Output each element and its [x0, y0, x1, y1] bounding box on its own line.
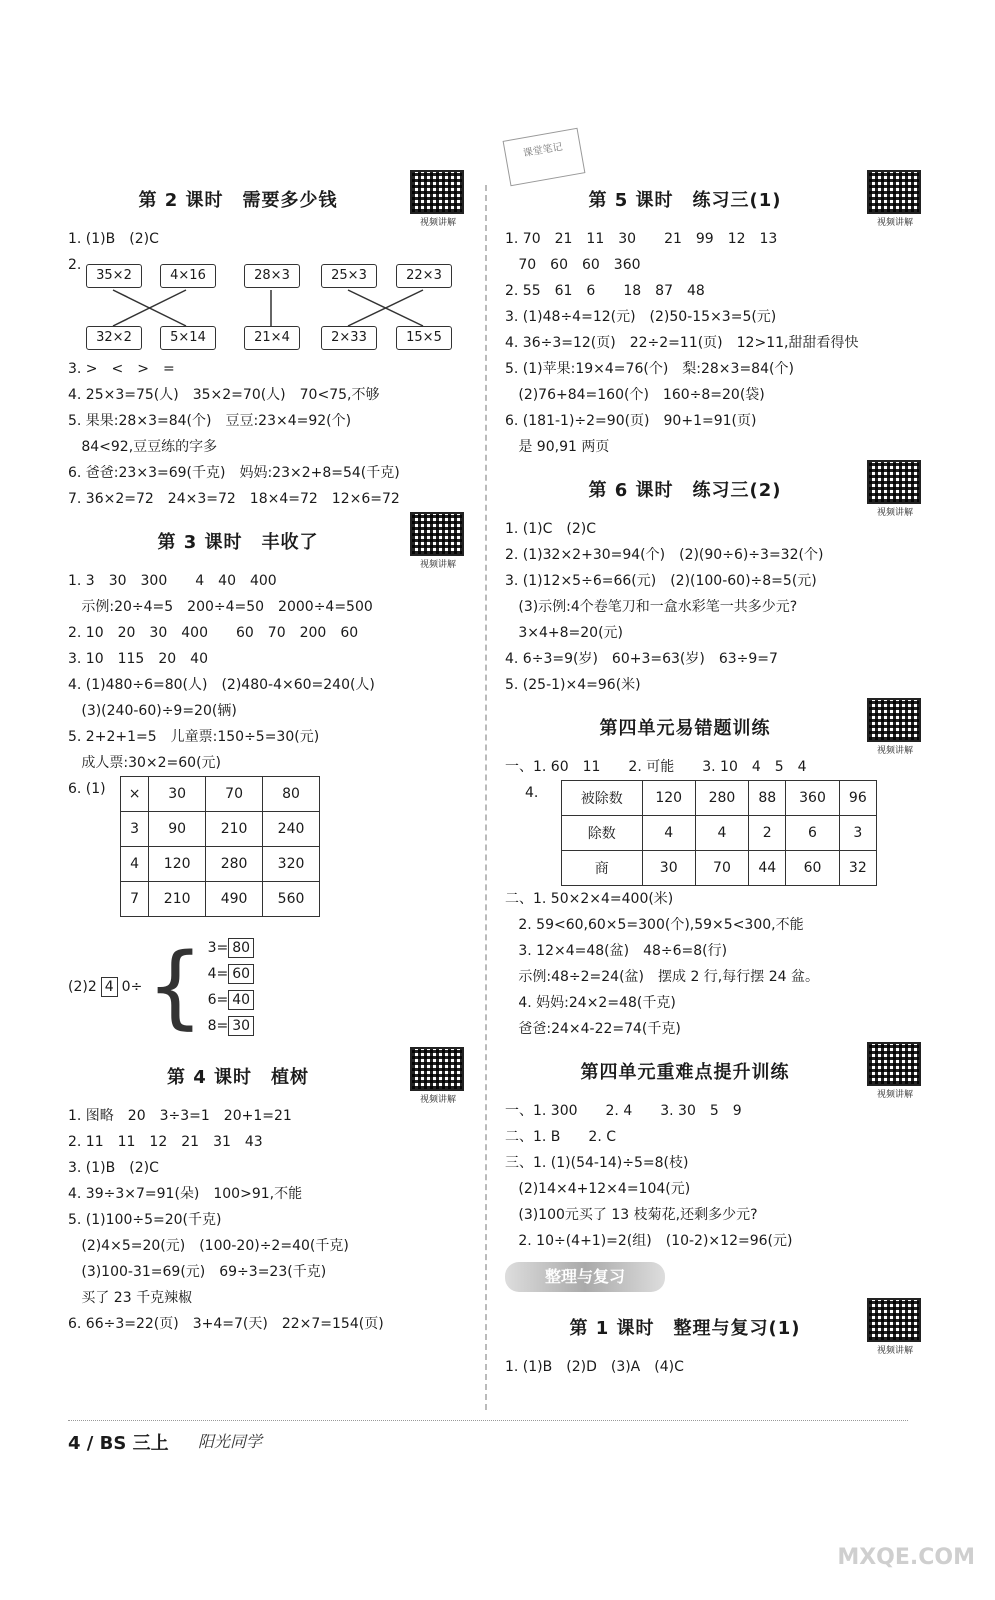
- section-title: 第 3 课时 丰收了: [157, 532, 319, 553]
- answer-line: (3)示例:4个卷笔刀和一盒水彩笔一共多少元?: [505, 599, 798, 615]
- answer-line: (2)76+84=160(个) 160÷8=20(袋): [505, 387, 765, 403]
- watermark: MXQE.COM: [837, 1545, 975, 1570]
- answer-line: 1. (1)C (2)C: [505, 521, 597, 537]
- table-cell: 280: [206, 847, 263, 882]
- section-header: [68, 170, 468, 226]
- answer-line: 70 60 60 360: [505, 257, 641, 273]
- table-cell: 44: [749, 851, 786, 886]
- answer-line: (2)14×4+12×4=104(元): [505, 1181, 691, 1197]
- qr-caption: 视频讲解: [876, 508, 913, 518]
- review-ribbon: 整理与复习: [505, 1262, 665, 1292]
- table-cell: 88: [749, 781, 786, 816]
- branch-divisor: 4=: [207, 966, 229, 982]
- qr-caption: 视频讲解: [876, 1090, 913, 1100]
- answer-line: 1. 3 30 300 4 40 400: [68, 573, 277, 589]
- answer-line: 3. 12×4=48(盆) 48÷6=8(行): [505, 943, 728, 959]
- match-box-bottom: 2×33: [321, 326, 377, 350]
- qr-caption: 视频讲解: [876, 746, 913, 756]
- branch-prefix: (2)2: [68, 979, 97, 995]
- question-label: 6. (1): [68, 781, 106, 797]
- table-cell: 6: [786, 816, 839, 851]
- question-6: [68, 776, 468, 917]
- qr-code-icon[interactable]: [867, 698, 923, 756]
- answer-line: 1. (1)B (2)C: [68, 231, 159, 247]
- brand-logo: 阳光同学: [198, 1432, 263, 1451]
- answer-line: 3×4+8=20(元): [505, 625, 624, 641]
- branch-divisor: 3=: [207, 940, 229, 956]
- answer-line: 2. 55 61 6 18 87 48: [505, 283, 705, 299]
- table-cell: 96: [839, 781, 876, 816]
- qr-code-icon[interactable]: [867, 1042, 923, 1100]
- answer-line: 3. (1)12×5÷6=66(元) (2)(100-60)÷8=5(元): [505, 573, 817, 589]
- table-cell: 3: [839, 816, 876, 851]
- section-header: [505, 170, 925, 226]
- qr-code-icon[interactable]: [410, 170, 466, 228]
- section-header: [505, 698, 925, 754]
- answer-line: 2. 11 11 12 21 31 43: [68, 1134, 263, 1150]
- answer-line: 1. 图略 20 3÷3=1 20+1=21: [68, 1108, 292, 1124]
- answer-line: 2. 10 20 30 400 60 70 200 60: [68, 625, 359, 641]
- answer-line: 1. 70 21 11 30 21 99 12 13: [505, 231, 778, 247]
- match-box-bottom: 5×14: [160, 326, 216, 350]
- table-cell: 商: [562, 851, 643, 886]
- section-header: [68, 512, 468, 568]
- branch-answer: 60: [228, 964, 254, 984]
- table-cell: 除数: [562, 816, 643, 851]
- question-label: 4.: [525, 785, 539, 801]
- answer-line: 4. 妈妈:24×2=48(千克): [505, 995, 676, 1011]
- table-cell: 30: [149, 777, 206, 812]
- answer-line: 3. (1)48÷4=12(元) (2)50-15×3=5(元): [505, 309, 777, 325]
- table-cell: 4: [695, 816, 748, 851]
- qr-caption: 视频讲解: [876, 218, 913, 228]
- stamp-icon: 课堂笔记: [503, 128, 586, 186]
- qr-caption: 视频讲解: [419, 560, 456, 570]
- table-cell: 210: [149, 882, 206, 917]
- answer-line: 二、1. B 2. C: [505, 1129, 616, 1145]
- section-title: 第 5 课时 练习三(1): [588, 190, 782, 211]
- table-cell: 7: [121, 882, 149, 917]
- match-box-top: 4×16: [160, 264, 216, 288]
- match-box-bottom: 32×2: [86, 326, 142, 350]
- table-cell: 210: [206, 812, 263, 847]
- section-title: 第 4 课时 植树: [166, 1067, 310, 1088]
- section-header: [505, 1042, 925, 1098]
- table-cell: 70: [206, 777, 263, 812]
- answer-line: 是 90,91 两页: [505, 439, 610, 455]
- table-cell: 240: [263, 812, 320, 847]
- answer-line: 示例:48÷2=24(盆) 摆成 2 行,每行摆 24 盆。: [505, 969, 819, 985]
- answer-line: 成人票:30×2=60(元): [68, 755, 221, 771]
- table-cell: 被除数: [562, 781, 643, 816]
- question-number: 2.: [68, 257, 82, 273]
- branch-answer: 40: [228, 990, 254, 1010]
- answer-line: (3)100-31=69(元) 69÷3=23(千克): [68, 1264, 327, 1280]
- match-box-top: 35×2: [86, 264, 142, 288]
- branch-divisor: 6=: [207, 992, 229, 1008]
- match-box-bottom: 21×4: [244, 326, 300, 350]
- table-cell: 120: [642, 781, 695, 816]
- section-header: [505, 1298, 925, 1354]
- table-cell: 2: [749, 816, 786, 851]
- qr-caption: 视频讲解: [419, 1095, 456, 1105]
- answer-line: 4. 36÷3=12(页) 22÷2=11(页) 12>11,甜甜看得快: [505, 335, 859, 351]
- division-table: [561, 780, 877, 886]
- table-cell: 32: [839, 851, 876, 886]
- answer-line: 7. 36×2=72 24×3=72 18×4=72 12×6=72: [68, 491, 400, 507]
- match-box-top: 22×3: [396, 264, 452, 288]
- answer-line: 5. (1)100÷5=20(千克): [68, 1212, 222, 1228]
- answer-line: 爸爸:24×4-22=74(千克): [505, 1021, 681, 1037]
- brace-icon: {: [146, 934, 204, 1039]
- matching-diagram: [68, 252, 468, 356]
- division-branch: [68, 927, 468, 1047]
- digit-box: 4: [101, 977, 118, 997]
- branch-suffix: 0÷: [121, 979, 143, 995]
- section-title: 第四单元易错题训练: [599, 718, 771, 739]
- answer-line: 3. 10 115 20 40: [68, 651, 208, 667]
- page-number: 4 / BS 三上: [68, 1433, 169, 1454]
- qr-code-icon[interactable]: [410, 512, 466, 570]
- branch-answer: 30: [228, 1016, 254, 1036]
- answer-line: 6. (181-1)÷2=90(页) 90+1=91(页): [505, 413, 757, 429]
- answer-line: 一、1. 60 11 2. 可能 3. 10 4 5 4: [505, 759, 807, 775]
- multiplication-table: [120, 776, 320, 917]
- table-cell: 120: [149, 847, 206, 882]
- branch-divisor: 8=: [207, 1018, 229, 1034]
- section-title: 第 6 课时 练习三(2): [588, 480, 782, 501]
- qr-code-icon[interactable]: [867, 170, 923, 228]
- answer-line: 6. 66÷3=22(页) 3+4=7(天) 22×7=154(页): [68, 1316, 384, 1332]
- table-cell: 80: [263, 777, 320, 812]
- table-cell: 360: [786, 781, 839, 816]
- left-column: [68, 170, 468, 1337]
- section-title: 第 2 课时 需要多少钱: [138, 190, 338, 211]
- table-cell: 280: [695, 781, 748, 816]
- answer-line: (3)(240-60)÷9=20(辆): [68, 703, 237, 719]
- qr-code-icon[interactable]: [867, 460, 923, 518]
- table-cell: 30: [642, 851, 695, 886]
- answer-line: 2. (1)32×2+30=94(个) (2)(90÷6)÷3=32(个): [505, 547, 824, 563]
- table-cell: 320: [263, 847, 320, 882]
- table-cell: 4: [121, 847, 149, 882]
- answer-line: 5. 2+2+1=5 儿童票:150÷5=30(元): [68, 729, 320, 745]
- answer-line: 4. 25×3=75(人) 35×2=70(人) 70<75,不够: [68, 387, 380, 403]
- answer-line: 4. 6÷3=9(岁) 60+3=63(岁) 63÷9=7: [505, 651, 778, 667]
- answer-line: 5. (1)苹果:19×4=76(个) 梨:28×3=84(个): [505, 361, 794, 377]
- table-cell: 90: [149, 812, 206, 847]
- answer-line: (2)4×5=20(元) (100-20)÷2=40(千克): [68, 1238, 349, 1254]
- qr-code-icon[interactable]: [867, 1298, 923, 1356]
- answer-line: 三、1. (1)(54-14)÷5=8(枝): [505, 1155, 689, 1171]
- table-cell: 490: [206, 882, 263, 917]
- qr-caption: 视频讲解: [419, 218, 456, 228]
- section-title: 第 1 课时 整理与复习(1): [569, 1318, 801, 1339]
- branch-answer: 80: [228, 938, 254, 958]
- match-box-top: 28×3: [244, 264, 300, 288]
- answer-line: 2. 59<60,60×5=300(个),59×5<300,不能: [505, 917, 804, 933]
- answer-line: 4. (1)480÷6=80(人) (2)480-4×60=240(人): [68, 677, 375, 693]
- answer-line: 3. > < > =: [68, 361, 175, 377]
- table-cell: 60: [786, 851, 839, 886]
- section-header: [505, 460, 925, 516]
- column-divider: [485, 185, 487, 1410]
- answer-line: 2. 10÷(4+1)=2(组) (10-2)×12=96(元): [505, 1233, 793, 1249]
- branch-list: [208, 935, 254, 1039]
- answer-line: 3. (1)B (2)C: [68, 1160, 159, 1176]
- table-cell: 4: [642, 816, 695, 851]
- qr-code-icon[interactable]: [410, 1047, 466, 1105]
- answer-line: 买了 23 千克辣椒: [68, 1290, 193, 1306]
- section-title: 第四单元重难点提升训练: [580, 1062, 790, 1083]
- answer-line: 示例:20÷4=5 200÷4=50 2000÷4=500: [68, 599, 373, 615]
- right-column: [505, 170, 925, 1380]
- page-footer: [68, 1420, 908, 1454]
- answer-line: 6. 爸爸:23×3=69(千克) 妈妈:23×2+8=54(千克): [68, 465, 400, 481]
- answer-line: 二、1. 50×2×4=400(米): [505, 891, 674, 907]
- match-box-bottom: 15×5: [396, 326, 452, 350]
- table-cell: 560: [263, 882, 320, 917]
- answer-line: 4. 39÷3×7=91(朵) 100>91,不能: [68, 1186, 303, 1202]
- section-header: [68, 1047, 468, 1103]
- answer-line: 5. 果果:28×3=84(个) 豆豆:23×4=92(个): [68, 413, 352, 429]
- table-cell: 3: [121, 812, 149, 847]
- question-4: [505, 780, 925, 886]
- answer-line: 1. (1)B (2)D (3)A (4)C: [505, 1359, 684, 1375]
- table-cell: 70: [695, 851, 748, 886]
- answer-line: 84<92,豆豆练的字多: [68, 439, 218, 455]
- table-cell: ×: [121, 777, 149, 812]
- match-box-top: 25×3: [321, 264, 377, 288]
- answer-line: (3)100元买了 13 枝菊花,还剩多少元?: [505, 1207, 758, 1223]
- answer-line: 一、1. 300 2. 4 3. 30 5 9: [505, 1103, 742, 1119]
- answer-line: 5. (25-1)×4=96(米): [505, 677, 641, 693]
- qr-caption: 视频讲解: [876, 1346, 913, 1356]
